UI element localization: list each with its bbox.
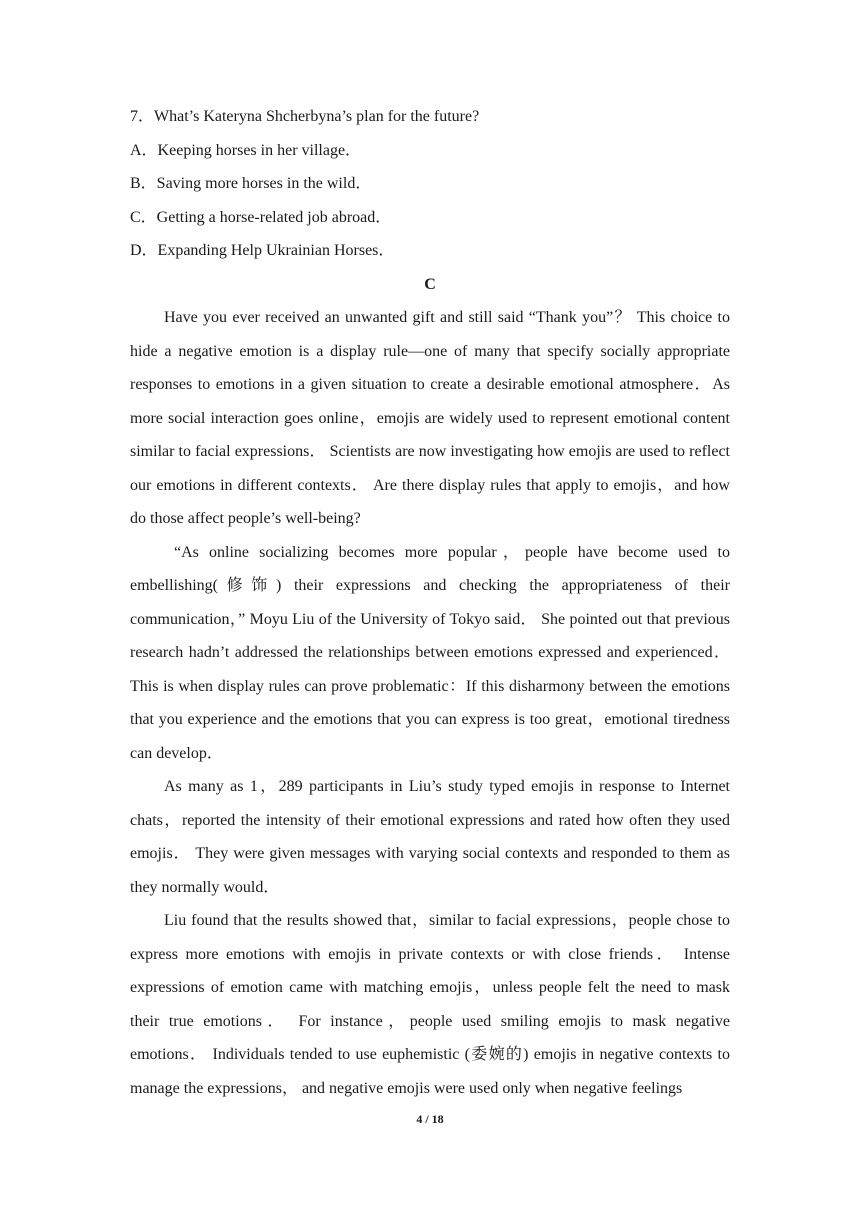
question-stem: 7．What’s Kateryna Shcherbyna’s plan for the future? [130, 108, 480, 125]
option-b: B．Saving more horses in the wild． [130, 175, 372, 192]
option-a: A．Keeping horses in her village． [130, 141, 362, 159]
option-d: D．Expanding Help Ukrainian Horses． [130, 242, 395, 259]
paragraph-4: Liu found that the results showed that，similar to facial expressions，people chose to express more emotions with emojis in private contexts or with close friends． Intense expressions of emotion came with matching emojis，unless people felt the need to mask their true emotions． For instance，people used smiling emojis to mask negative emotions． Individuals tended to use euphemistic (委婉的) emojis in negative contexts to manage the expressions， and negative emojis were used only when negative feelings [130, 912, 730, 1097]
paragraph-2: “As online socializing becomes more popular，people have become used to embellishing(修饰) their expressions and checking the appropriateness of their communication，” Moyu Liu of the University of Tokyo said． She pointed out that previous research hadn’t addressed the relationships between emotions expressed and experienced． This is when display rules can prove problematic：If this disharmony between the emotions that you experience and the emotions that you can express is too great，emotional tiredness can develop． [130, 543, 730, 762]
paragraph-1: Have you ever received an unwanted gift and still said “Thank you”？ This choice to hide a negative emotion is a display rule—one of many that specify socially appropriate responses to emotions in a given situation to create a desirable emotional atmosphere．As more social interaction goes online，emojis are widely used to represent emotional content similar to facial expressions． Scientists are now investigating how emojis are used to reflect our emotions in different contexts． Are there display rules that apply to emojis，and how do those affect people’s well-being? [130, 309, 731, 527]
section-heading: C [424, 275, 436, 293]
page-number: 4 / 18 [416, 1112, 444, 1126]
document-page [130, 100, 730, 1105]
option-c: C．Getting a horse-related job abroad． [130, 208, 392, 226]
paragraph-3: As many as 1，289 participants in Liu’s study typed emojis in response to Internet chats，reported the intensity of their emotional expressions and rated how often they used emojis． They were given messages with varying social contexts and responded to them as they normally would． [130, 778, 730, 896]
